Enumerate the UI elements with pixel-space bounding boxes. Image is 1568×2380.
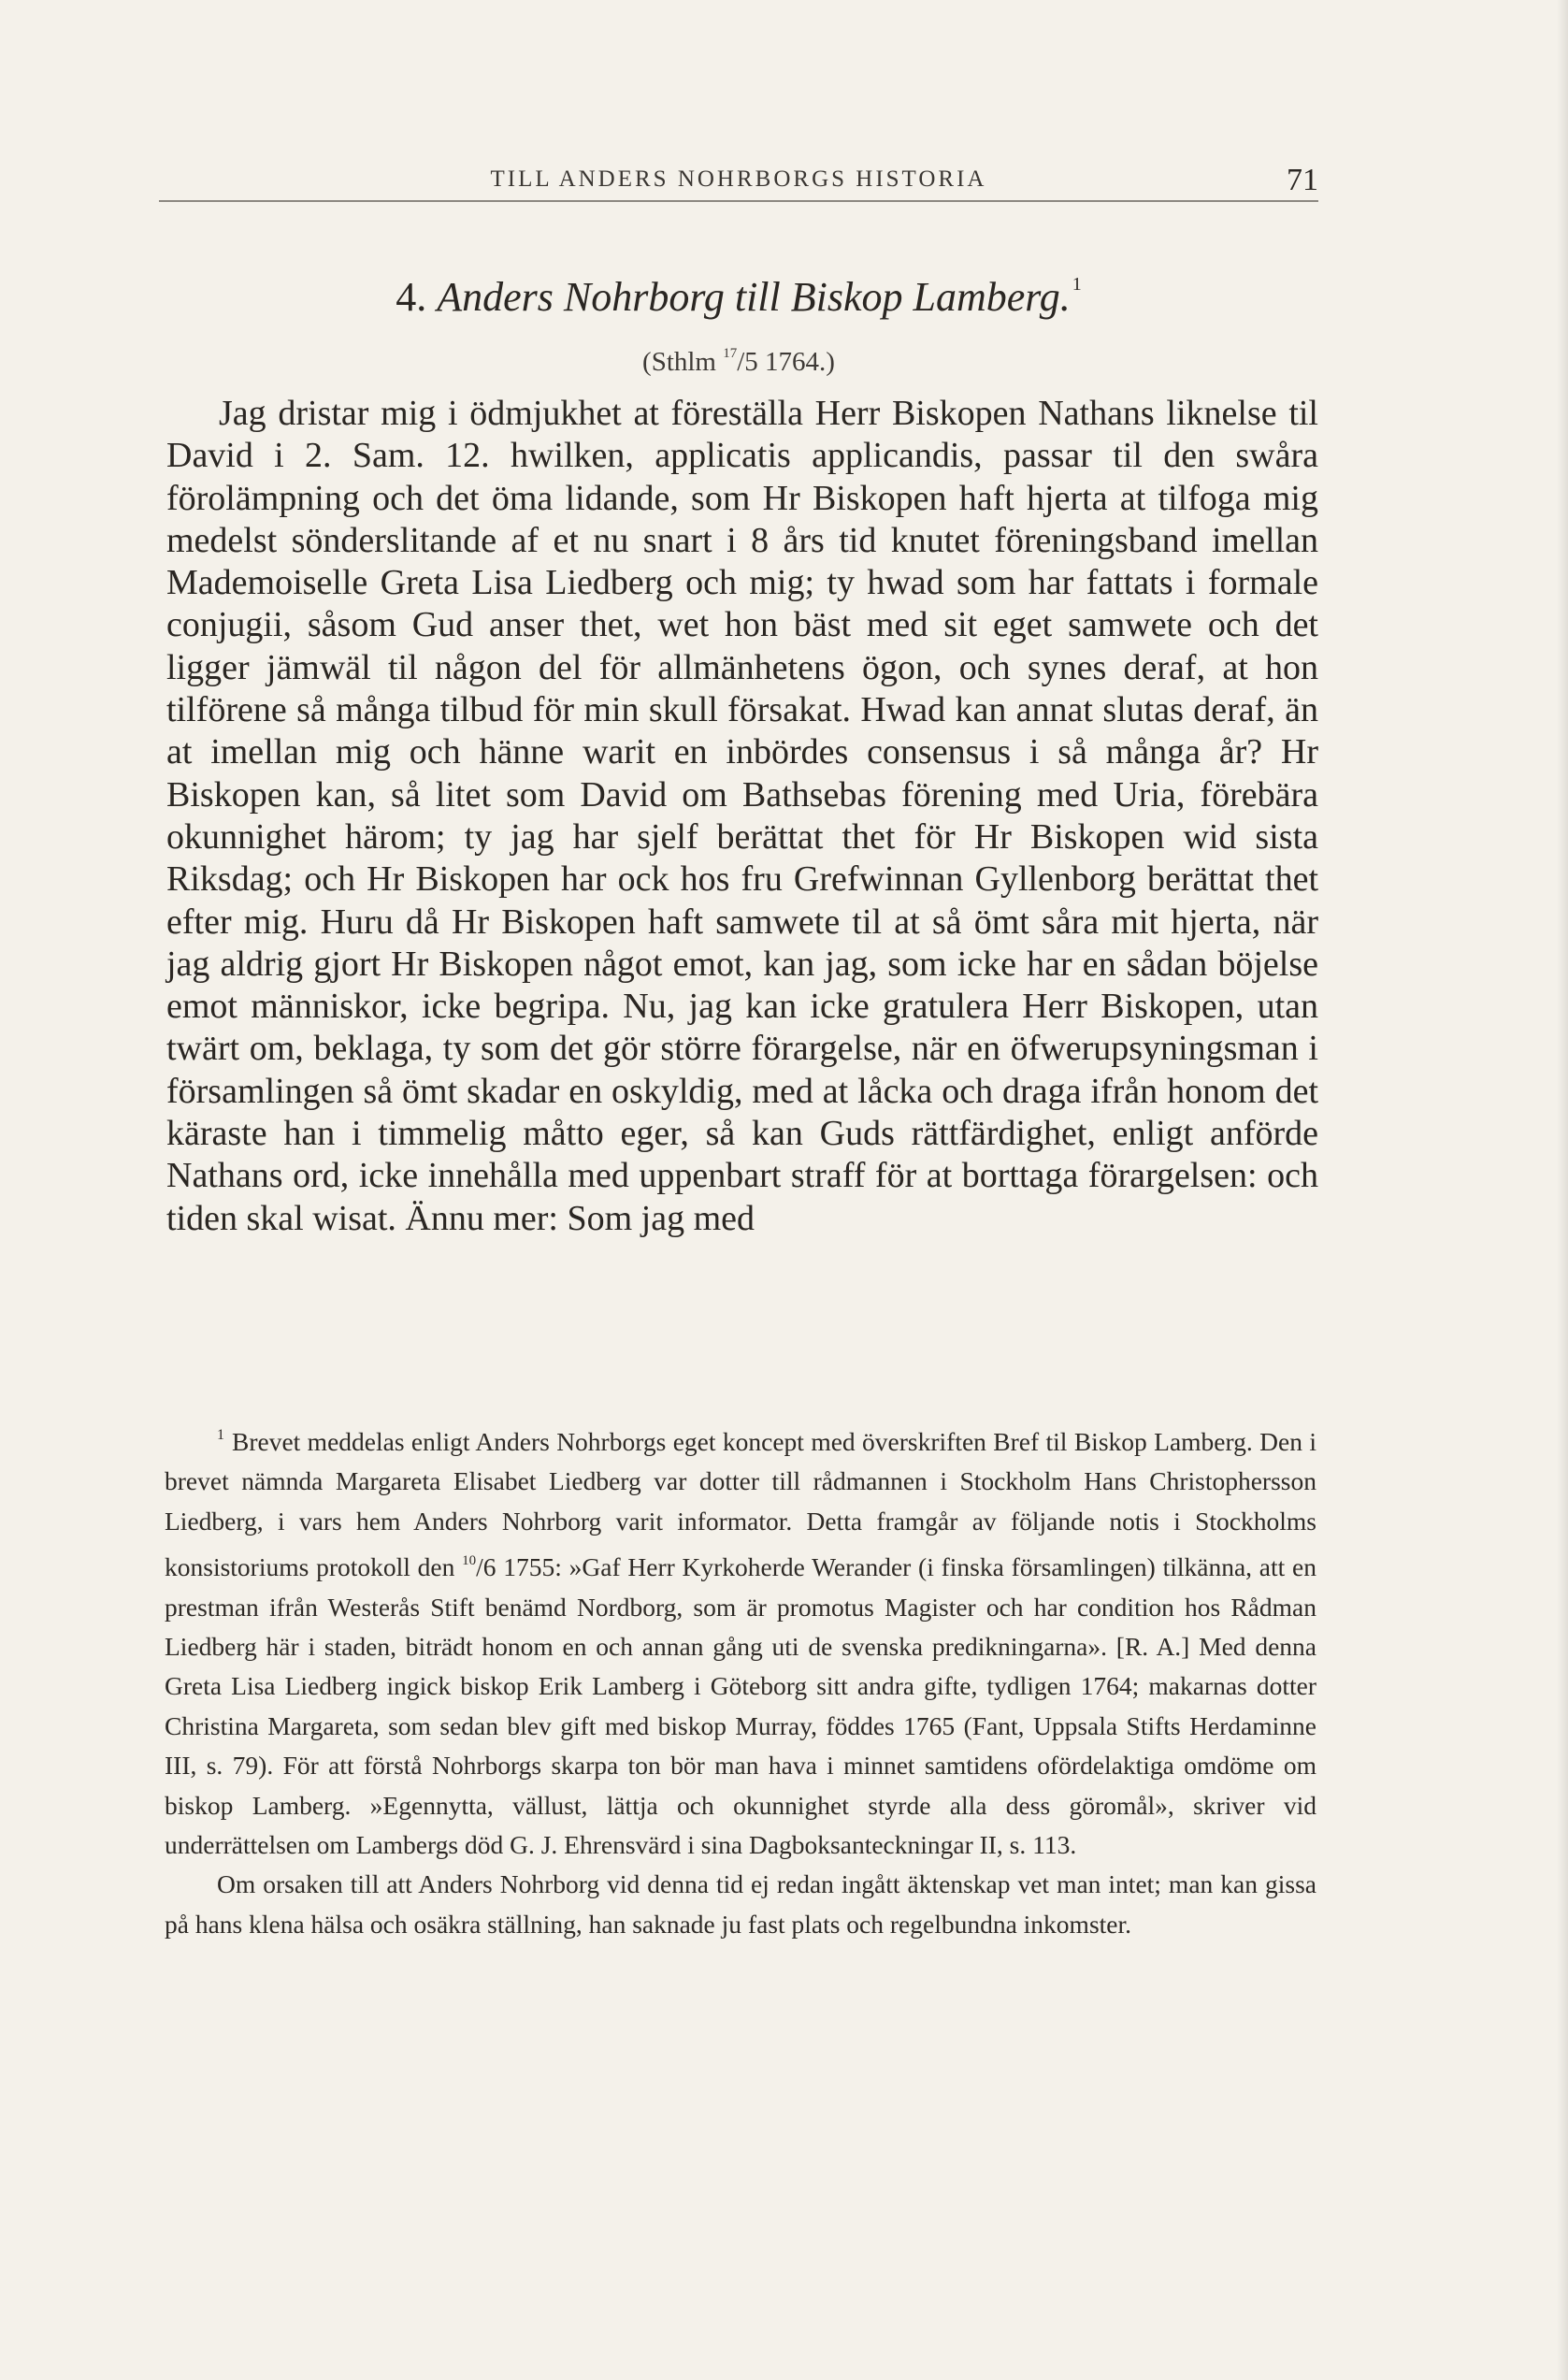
- footnote-marker: 1: [217, 1427, 224, 1443]
- letter-body: [166, 393, 1318, 1240]
- body-paragraph: Jag dristar mig i ödmjukhet at föreställa Herr Biskopen Nathans liknelse til David i 2. Sam. 12. hwilken, applicatis applicandis, passar til den swåra förolämpning och det öma lidande, som Hr Biskopen haft hjerta at tilfoga mig medelst sönderslitande af et nu snart i 8 års tid knutet föreningsband imellan Mademoiselle Greta Lisa Liedberg och mig; ty hwad som har fattats i formale conjugii, såsom Gud anser thet, wet hon bäst med sit eget samwete och det ligger jämwäl til någon del för allmänhetens ögon, och synes deraf, at hon tilförene så många tilbud för min skull försakat. Hwad kan annat slutas deraf, än at imellan mig och hänne warit en inbördes consensus i så många år? Hr Biskopen kan, så litet som David om Bathsebas förening med Uria, förebära okunnighet härom; ty jag har sjelf berättat thet för Hr Biskopen wid sista Riksdag; och Hr Biskopen har ock hos fru Grefwinnan Gyllenborg berättat thet efter mig. Huru då Hr Biskopen haft samwete til at så ömt såra mit hjerta, när jag aldrig gjort Hr Biskopen något emot, kan jag, som icke har en sådan böjelse emot människor, icke begripa. Nu, jag kan icke gratulera Herr Biskopen, utan twärt om, beklaga, ty som det gör större förargelse, när en öfwerupsyningsman i församlingen så ömt skadar en oskyldig, med at låcka och draga ifrån honom det käraste han i timmelig måtto eger, så kan Guds rättfärdighet, enligt anförde Nathans ord, icke innehålla med uppenbart straff för at borttaga förargelsen: och tiden skal wisat. Ännu mer: Som jag med: [166, 394, 1318, 1238]
- letter-date: [159, 346, 1318, 378]
- running-head: [159, 163, 1318, 202]
- date-day: 17: [723, 346, 738, 361]
- footnote-text-b: /6 1755: »Gaf Herr Kyrkoherde Werander (i finska församlingen) tilkänna, att en prestman ifrån Westerås Stift benämd Nordborg, som är promotus Magister och har condition hos Rådman Liedberg här i staden, biträdt honom en och annan gång uti de svenska predikningarna». [R. A.] Med denna Greta Lisa Liedberg ingick biskop Erik Lamberg i Göteborg sitt andra gifte, tydligen 1764; makarnas dotter Christina Margareta, som sedan blev gift med biskop Murray, föddes 1765 (Fant, Uppsala Stifts Herdaminne III, s. 79). För att förstå Nohrborgs skarpa ton bör man hava i minnet samtidens ofördelaktiga omdöme om biskop Lamberg. »Egennytta, vällust, lättja och okunnighet styrde alla dess göromål», skriver vid underrättelsen om Lambergs död G. J. Ehrensvärd i sina Dagboksanteckningar II, s. 113.: [165, 1552, 1316, 1860]
- date-prefix: (Sthlm: [642, 347, 724, 377]
- running-title: TILL ANDERS NOHRBORGS HISTORIA: [490, 166, 987, 192]
- letter-title: Anders Nohrborg till Biskop Lamberg.: [437, 274, 1071, 320]
- footnote-paragraph-2: Om orsaken till att Anders Nohrborg vid denna tid ej redan ingått äktenskap vet man intet; man kan gissa på hans klena hälsa och osäkra ställning, han saknade ju fast plats och regelbundna inkomster.: [165, 1869, 1316, 1939]
- page-edge-shadow: [1557, 0, 1568, 2380]
- footnote-text-a: Brevet meddelas enligt Anders Nohrborgs eget koncept med överskriften Bref til Biskop Lamberg. Den i brevet nämnda Margareta Elisabet Liedberg var dotter till rådmannen i Stockholm Hans Christophersson Liedberg, i vars hem Anders Nohrborg varit informator. Detta framgår av följande notis i Stockholms konsistoriums protokoll den: [165, 1427, 1316, 1582]
- footnote-paragraph-1: [165, 1416, 1316, 1865]
- date-rest: /5 1764.): [737, 347, 835, 377]
- footnotes: [165, 1416, 1316, 1944]
- letter-heading: [159, 273, 1318, 321]
- letter-number: 4.: [396, 274, 427, 320]
- page-number: 71: [1287, 163, 1318, 197]
- footnote-date-sup: 10: [462, 1553, 477, 1569]
- footnote-reference: 1: [1072, 274, 1082, 295]
